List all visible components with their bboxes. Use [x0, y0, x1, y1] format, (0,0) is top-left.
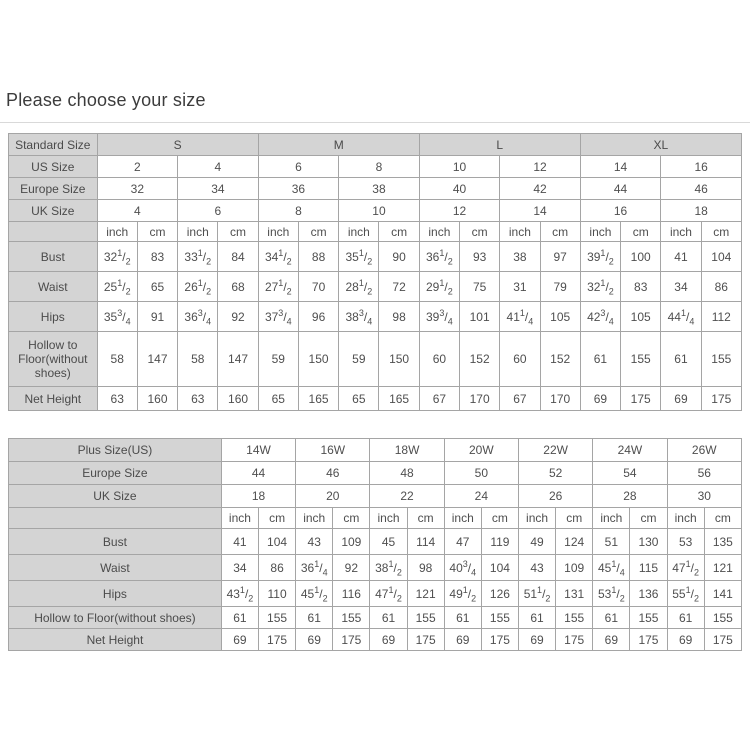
measure-cell: 61 [593, 607, 630, 629]
measure-cell: $39^1/_2$ [580, 242, 620, 272]
measure-cell: 69 [580, 387, 620, 411]
measure-cell: 160 [137, 387, 177, 411]
measure-cell: 175 [556, 629, 593, 651]
measure-cell: 155 [333, 607, 370, 629]
size-cell: 14 [580, 156, 661, 178]
measure-cell: 175 [259, 629, 296, 651]
measure-cell: $35^3/_4$ [97, 302, 137, 332]
measure-cell: 121 [407, 581, 444, 607]
page-title: Please choose your size [6, 90, 206, 110]
measure-cell: 49 [518, 529, 555, 555]
measure-cell: 155 [704, 607, 741, 629]
unit-header: cm [298, 222, 338, 242]
unit-header: cm [701, 222, 741, 242]
measure-cell: $49^1/_2$ [444, 581, 481, 607]
row-label: Bust [9, 242, 98, 272]
measure-cell: 61 [221, 607, 258, 629]
size-cell: 18 [221, 485, 295, 508]
measure-cell: 104 [259, 529, 296, 555]
size-cell: 16 [580, 200, 661, 222]
unit-header: cm [379, 222, 419, 242]
measure-cell: 41 [661, 242, 701, 272]
unit-header: inch [221, 508, 258, 529]
measure-cell: $26^1/_2$ [178, 272, 218, 302]
measure-cell: 45 [370, 529, 407, 555]
measure-cell: 165 [298, 387, 338, 411]
size-cell: 10 [419, 156, 500, 178]
measure-cell: $41^1/_4$ [500, 302, 540, 332]
measure-cell: 155 [556, 607, 593, 629]
measure-cell: $47^1/_2$ [667, 555, 704, 581]
measure-cell: $42^3/_4$ [580, 302, 620, 332]
size-cell: 34 [178, 178, 259, 200]
row-label: Europe Size [9, 462, 222, 485]
size-cell: 42 [500, 178, 581, 200]
row-label: Bust [9, 529, 222, 555]
measure-cell: 60 [419, 332, 459, 387]
table-row [9, 529, 742, 555]
measure-cell: 65 [258, 387, 298, 411]
measure-cell: 69 [370, 629, 407, 651]
size-cell: 52 [518, 462, 592, 485]
size-cell: 56 [667, 462, 741, 485]
unit-header: cm [540, 222, 580, 242]
measure-cell: 60 [500, 332, 540, 387]
measure-cell: $43^1/_2$ [221, 581, 258, 607]
unit-header: inch [444, 508, 481, 529]
measure-cell: 150 [379, 332, 419, 387]
measure-cell: 147 [137, 332, 177, 387]
measure-cell: 34 [661, 272, 701, 302]
measure-cell: 152 [540, 332, 580, 387]
measure-cell: 61 [518, 607, 555, 629]
row-label: Hollow to Floor(without shoes) [9, 607, 222, 629]
measure-cell: 155 [701, 332, 741, 387]
measure-cell: 65 [137, 272, 177, 302]
size-cell: 8 [339, 156, 420, 178]
size-cell: 26 [518, 485, 592, 508]
table-row [9, 222, 742, 242]
measure-cell: $45^1/_4$ [593, 555, 630, 581]
unit-header: inch [580, 222, 620, 242]
table-row [9, 178, 742, 200]
measure-cell: 155 [481, 607, 518, 629]
table-row [9, 629, 742, 651]
measure-cell: 116 [333, 581, 370, 607]
plus-size-table-body [9, 439, 742, 651]
measure-cell: 105 [540, 302, 580, 332]
measure-cell: $51^1/_2$ [518, 581, 555, 607]
measure-cell: 124 [556, 529, 593, 555]
measure-cell: 160 [218, 387, 258, 411]
measure-cell: 61 [667, 607, 704, 629]
measure-cell: 58 [178, 332, 218, 387]
size-cell: 50 [444, 462, 518, 485]
measure-cell: 101 [460, 302, 500, 332]
row-label: Waist [9, 272, 98, 302]
measure-cell: $36^3/_4$ [178, 302, 218, 332]
measure-cell: $35^1/_2$ [339, 242, 379, 272]
measure-cell: 98 [379, 302, 419, 332]
size-cell: 22 [370, 485, 444, 508]
measure-cell: 110 [259, 581, 296, 607]
unit-corner-cell [9, 508, 222, 529]
unit-header: inch [518, 508, 555, 529]
measure-cell: 147 [218, 332, 258, 387]
unit-header: cm [460, 222, 500, 242]
unit-header: cm [630, 508, 667, 529]
size-cell: 6 [178, 200, 259, 222]
unit-header: inch [661, 222, 701, 242]
measure-cell: 175 [630, 629, 667, 651]
measure-cell: 67 [500, 387, 540, 411]
measure-cell: $55^1/_2$ [667, 581, 704, 607]
measure-cell: 152 [460, 332, 500, 387]
measure-cell: 83 [137, 242, 177, 272]
size-cell: 48 [370, 462, 444, 485]
standard-size-table [8, 133, 742, 411]
measure-cell: 69 [593, 629, 630, 651]
measure-cell: 84 [218, 242, 258, 272]
size-cell: 18 [661, 200, 742, 222]
unit-header: inch [500, 222, 540, 242]
size-cell: 8 [258, 200, 339, 222]
measure-cell: 53 [667, 529, 704, 555]
unit-header: inch [419, 222, 459, 242]
size-cell: 40 [419, 178, 500, 200]
measure-cell: 115 [630, 555, 667, 581]
table-row [9, 156, 742, 178]
measure-cell: 61 [580, 332, 620, 387]
size-cell: 2 [97, 156, 178, 178]
measure-cell: 69 [221, 629, 258, 651]
measure-cell: 69 [444, 629, 481, 651]
unit-header: inch [667, 508, 704, 529]
size-cell: 16 [661, 156, 742, 178]
size-cell: 46 [661, 178, 742, 200]
size-cell: 12 [500, 156, 581, 178]
row-label: Net Height [9, 629, 222, 651]
measure-cell: 61 [370, 607, 407, 629]
measure-cell: 69 [661, 387, 701, 411]
measure-cell: 170 [540, 387, 580, 411]
row-label: Hips [9, 581, 222, 607]
row-label: US Size [9, 156, 98, 178]
measure-cell: 47 [444, 529, 481, 555]
measure-cell: 43 [518, 555, 555, 581]
row-label: Europe Size [9, 178, 98, 200]
measure-cell: 61 [444, 607, 481, 629]
measure-cell: 41 [221, 529, 258, 555]
unit-header: cm [704, 508, 741, 529]
table-row [9, 302, 742, 332]
measure-cell: 92 [218, 302, 258, 332]
measure-cell: 79 [540, 272, 580, 302]
measure-cell: 83 [621, 272, 661, 302]
measure-cell: $29^1/_2$ [419, 272, 459, 302]
measure-cell: $45^1/_2$ [296, 581, 333, 607]
measure-cell: 104 [481, 555, 518, 581]
measure-cell: 75 [460, 272, 500, 302]
measure-cell: 63 [178, 387, 218, 411]
plus-size-table [8, 438, 742, 651]
measure-cell: 121 [704, 555, 741, 581]
measure-cell: 175 [407, 629, 444, 651]
measure-cell: $38^1/_2$ [370, 555, 407, 581]
unit-header: inch [370, 508, 407, 529]
measure-cell: $32^1/_2$ [97, 242, 137, 272]
size-cell: 44 [580, 178, 661, 200]
measure-cell: 104 [701, 242, 741, 272]
measure-cell: 86 [701, 272, 741, 302]
size-cell: 46 [296, 462, 370, 485]
table-row [9, 387, 742, 411]
measure-cell: 65 [339, 387, 379, 411]
measure-cell: $36^1/_4$ [296, 555, 333, 581]
measure-cell: 61 [661, 332, 701, 387]
measure-cell: 91 [137, 302, 177, 332]
measure-cell: 131 [556, 581, 593, 607]
measure-cell: 34 [221, 555, 258, 581]
table-row [9, 272, 742, 302]
table-row [9, 581, 742, 607]
measure-cell: 175 [333, 629, 370, 651]
measure-cell: 69 [518, 629, 555, 651]
measure-cell: 92 [333, 555, 370, 581]
measure-cell: $36^1/_2$ [419, 242, 459, 272]
size-cell: 30 [667, 485, 741, 508]
measure-cell: 61 [296, 607, 333, 629]
size-cell: 20W [444, 439, 518, 462]
row-label: Hips [9, 302, 98, 332]
size-cell: 54 [593, 462, 667, 485]
measure-cell: $47^1/_2$ [370, 581, 407, 607]
size-cell: 32 [97, 178, 178, 200]
size-cell: 12 [419, 200, 500, 222]
unit-header: cm [556, 508, 593, 529]
measure-cell: 67 [419, 387, 459, 411]
standard-size-table-body [9, 134, 742, 411]
measure-cell: 112 [701, 302, 741, 332]
measure-cell: $25^1/_2$ [97, 272, 137, 302]
measure-cell: 59 [339, 332, 379, 387]
table-row [9, 134, 742, 156]
unit-header: cm [137, 222, 177, 242]
row-label: UK Size [9, 485, 222, 508]
size-cell: 22W [518, 439, 592, 462]
unit-header: cm [259, 508, 296, 529]
measure-cell: 109 [556, 555, 593, 581]
size-cell: 4 [178, 156, 259, 178]
measure-cell: $38^3/_4$ [339, 302, 379, 332]
measure-cell: 175 [621, 387, 661, 411]
row-label: Net Height [9, 387, 98, 411]
measure-cell: 88 [298, 242, 338, 272]
size-cell: 6 [258, 156, 339, 178]
table-row [9, 555, 742, 581]
measure-cell: 100 [621, 242, 661, 272]
measure-cell: 38 [500, 242, 540, 272]
measure-cell: $34^1/_2$ [258, 242, 298, 272]
measure-cell: 93 [460, 242, 500, 272]
size-group-header: L [419, 134, 580, 156]
size-cell: 4 [97, 200, 178, 222]
measure-cell: $27^1/_2$ [258, 272, 298, 302]
unit-header: cm [333, 508, 370, 529]
row-label: Hollow to Floor(without shoes) [9, 332, 98, 387]
measure-cell: 155 [621, 332, 661, 387]
measure-cell: 155 [259, 607, 296, 629]
table-row [9, 439, 742, 462]
size-cell: 20 [296, 485, 370, 508]
measure-cell: 63 [97, 387, 137, 411]
measure-cell: 31 [500, 272, 540, 302]
measure-cell: $28^1/_2$ [339, 272, 379, 302]
size-cell: 44 [221, 462, 295, 485]
size-cell: 24W [593, 439, 667, 462]
table-row [9, 200, 742, 222]
size-group-header: S [97, 134, 258, 156]
unit-header: inch [339, 222, 379, 242]
size-cell: 36 [258, 178, 339, 200]
measure-cell: 59 [258, 332, 298, 387]
measure-cell: 96 [298, 302, 338, 332]
unit-header: cm [481, 508, 518, 529]
measure-cell: 135 [704, 529, 741, 555]
table-row [9, 485, 742, 508]
table-row [9, 242, 742, 272]
unit-header: inch [97, 222, 137, 242]
size-cell: 38 [339, 178, 420, 200]
corner-label: Standard Size [9, 134, 98, 156]
measure-cell: 86 [259, 555, 296, 581]
measure-cell: 150 [298, 332, 338, 387]
measure-cell: 155 [630, 607, 667, 629]
row-label: Waist [9, 555, 222, 581]
measure-cell: 175 [481, 629, 518, 651]
measure-cell: 114 [407, 529, 444, 555]
size-cell: 28 [593, 485, 667, 508]
unit-header: inch [178, 222, 218, 242]
size-cell: 24 [444, 485, 518, 508]
measure-cell: 97 [540, 242, 580, 272]
measure-cell: $40^3/_4$ [444, 555, 481, 581]
size-cell: 16W [296, 439, 370, 462]
size-cell: 18W [370, 439, 444, 462]
measure-cell: 175 [701, 387, 741, 411]
unit-header: inch [593, 508, 630, 529]
measure-cell: 43 [296, 529, 333, 555]
row-label: Plus Size(US) [9, 439, 222, 462]
measure-cell: 68 [218, 272, 258, 302]
measure-cell: 141 [704, 581, 741, 607]
size-cell: 14W [221, 439, 295, 462]
title-separator-line [0, 122, 750, 123]
table-row [9, 332, 742, 387]
measure-cell: 90 [379, 242, 419, 272]
size-cell: 26W [667, 439, 741, 462]
measure-cell: $33^1/_2$ [178, 242, 218, 272]
table-row [9, 462, 742, 485]
unit-header: inch [296, 508, 333, 529]
measure-cell: 170 [460, 387, 500, 411]
size-group-header: XL [580, 134, 741, 156]
unit-corner-cell [9, 222, 98, 242]
measure-cell: 119 [481, 529, 518, 555]
size-group-header: M [258, 134, 419, 156]
measure-cell: 72 [379, 272, 419, 302]
measure-cell: 58 [97, 332, 137, 387]
measure-cell: 51 [593, 529, 630, 555]
measure-cell: 165 [379, 387, 419, 411]
unit-header: cm [621, 222, 661, 242]
measure-cell: 98 [407, 555, 444, 581]
measure-cell: 109 [333, 529, 370, 555]
measure-cell: 175 [704, 629, 741, 651]
measure-cell: $32^1/_2$ [580, 272, 620, 302]
measure-cell: 136 [630, 581, 667, 607]
measure-cell: $37^3/_4$ [258, 302, 298, 332]
unit-header: cm [407, 508, 444, 529]
measure-cell: 70 [298, 272, 338, 302]
table-row [9, 607, 742, 629]
table-row [9, 508, 742, 529]
size-cell: 10 [339, 200, 420, 222]
unit-header: inch [258, 222, 298, 242]
measure-cell: $53^1/_2$ [593, 581, 630, 607]
measure-cell: $39^3/_4$ [419, 302, 459, 332]
measure-cell: 69 [667, 629, 704, 651]
measure-cell: 126 [481, 581, 518, 607]
measure-cell: 105 [621, 302, 661, 332]
size-cell: 14 [500, 200, 581, 222]
measure-cell: 130 [630, 529, 667, 555]
measure-cell: 69 [296, 629, 333, 651]
unit-header: cm [218, 222, 258, 242]
row-label: UK Size [9, 200, 98, 222]
measure-cell: $44^1/_4$ [661, 302, 701, 332]
measure-cell: 155 [407, 607, 444, 629]
